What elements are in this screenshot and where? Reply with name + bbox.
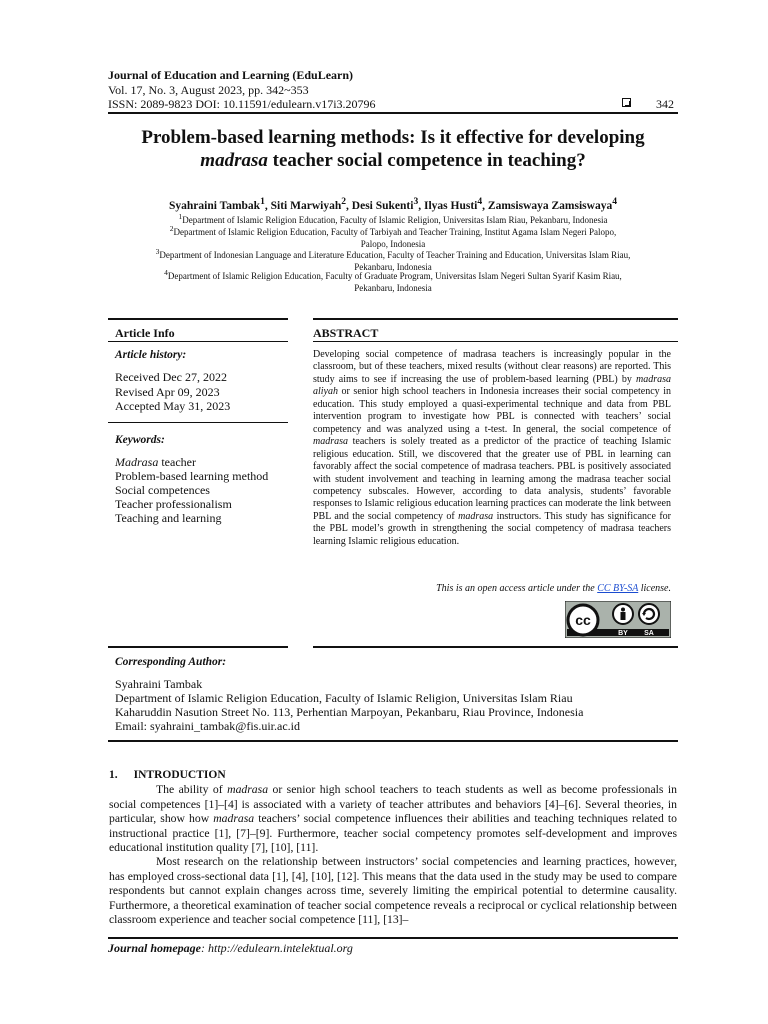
intro-paragraph-2: Most research on the relationship between instructors’ social competencies and learning practices, however, has employed cross-sectional data [1], [4], [10], [12]. This means that the data used in the study may be used to compare respondents but cannot explain changes across time, severely limiting the empirical potential to determine causality. Furthermore, a theoretical examination of teacher social competence reveals a reciprocal or cyclical relationship between classroom experience and teacher social competence [11], [13]– — [109, 855, 677, 927]
history-label: Article history: — [115, 349, 187, 361]
author-sup: 4 — [477, 196, 483, 207]
keyword — [115, 455, 196, 470]
author: Desi Sukenti — [351, 199, 414, 212]
author-sup: 1 — [260, 196, 265, 207]
cc-by-sa-link[interactable]: CC BY-SA — [597, 583, 639, 594]
affiliation-text: Department of Islamic Religion Education, Faculty of Graduate Program, Universitas Islam Negeri Sultan Syarif Kasim Riau, — [167, 271, 622, 281]
oa-prefix: This is an open access article under the — [436, 583, 598, 594]
received-date: Received Dec 27, 2022 — [115, 370, 227, 384]
homepage-url[interactable]: : http://edulearn.intelektual.org — [201, 941, 353, 955]
corresponding-rule-right — [313, 646, 678, 648]
corresponding-label: Corresponding Author: — [115, 656, 227, 668]
title-line-2-rest: teacher social competence in teaching? — [267, 150, 586, 171]
page-number: 342 — [656, 97, 674, 111]
abstract-part: instructors. This study has significance for the PBL model’s growth in strengthening the social competency of madrasa teachers learning Islamic religious education. — [313, 510, 671, 547]
abstract-part: or senior high school teachers in Indonesia increases their social competency in education. This study employed a quasi-experimental technique and data from PBL intervention program to investigate how PBL is connected with teachers’ social competency and was analyzed using a t-test. In general, the social competence of — [313, 386, 671, 435]
corresponding-dept: Department of Islamic Religion Education, Faculty of Islamic Religion, Universitas Islam Riau — [115, 691, 573, 705]
title-line-2 — [108, 149, 678, 172]
abstract-italic: madrasa aliyah — [313, 373, 671, 398]
affiliation-sup: 1 — [178, 212, 183, 221]
journal-name: Journal of Education and Learning (EduLearn) — [108, 68, 354, 82]
title-line-1: Problem-based learning methods: Is it effective for developing — [141, 127, 645, 148]
journal-homepage — [108, 941, 353, 956]
keywords-label: Keywords: — [115, 434, 165, 446]
corresponding-email[interactable]: Email: syahraini_tambak@fis.uir.ac.id — [115, 719, 301, 733]
author: Syahraini Tambak — [168, 199, 261, 212]
paper-title — [108, 126, 678, 172]
article-info-rule — [108, 341, 288, 342]
affiliation — [108, 267, 678, 294]
open-access-note — [313, 583, 671, 594]
author-sup: 2 — [341, 196, 347, 207]
by-badge-text: BY — [618, 630, 628, 637]
author: Ilyas Husti — [424, 199, 478, 212]
abstract-text — [313, 349, 671, 548]
header-rule — [108, 112, 678, 114]
keyword-italic: Madrasa — [115, 455, 159, 469]
abstract-top-rule — [313, 318, 678, 320]
keyword: Problem-based learning method — [115, 469, 269, 483]
keyword: Social competences — [115, 483, 210, 497]
cc-badge-text: cc — [575, 612, 591, 628]
square-icon — [622, 98, 631, 107]
intro-paragraph-1 — [109, 783, 677, 856]
para-italic: madrasa — [227, 783, 269, 796]
keywords-rule — [108, 422, 288, 423]
author: Zamsiswaya Zamsiswaya — [487, 199, 613, 212]
footer-rule — [108, 937, 678, 939]
affiliation-sup: 4 — [164, 268, 168, 277]
accepted-date: Accepted May 31, 2023 — [115, 399, 231, 413]
para-italic: madrasa — [213, 812, 255, 826]
affiliation-text: Department of Islamic Religion Education, Faculty of Islamic Religion, Universitas Islam Riau, Pekanbaru, Indonesia — [182, 215, 608, 225]
affiliation-text: Department of Islamic Religion Education, Faculty of Tarbiyah and Teacher Training, Institut Agama Islam Negeri Palopo, — [173, 227, 617, 237]
article-info-top-rule — [108, 318, 288, 320]
para-text: or senior high school teachers to teach students as well as become professionals in social competences [1]–[4] is associated with a variety of teacher attributes and behaviors [4]–[6]. Several theories, in particular, show how — [109, 783, 677, 826]
affiliation-text: Pekanbaru, Indonesia — [354, 282, 432, 293]
section-heading — [109, 769, 226, 781]
revised-date: Revised Apr 09, 2023 — [115, 385, 220, 399]
keyword: Teacher professionalism — [115, 497, 232, 511]
author-sup: 4 — [612, 196, 617, 207]
author: Siti Marwiyah — [270, 199, 342, 212]
homepage-label: Journal homepage — [108, 941, 202, 955]
section-title: INTRODUCTION — [133, 769, 226, 781]
affiliation-text: Department of Indonesian Language and Literature Education, Faculty of Teacher Training and Education, Universitas Islam Riau, — [159, 250, 631, 260]
affiliation-sup: 2 — [169, 224, 174, 233]
abstract-heading: ABSTRACT — [313, 326, 379, 340]
issn-line: ISSN: 2089-9823 DOI: 10.11591/edulearn.v17i3.20796 — [108, 97, 376, 111]
abstract-part: Developing social competence of madrasa teachers is increasingly popular in the classroom, but of these teachers, mixed results (without clear reasons) are reported. This study aims to see if increasing the use of problem-based learning (PBL) by — [313, 349, 671, 385]
volume-line: Vol. 17, No. 3, August 2023, pp. 342~353 — [108, 83, 309, 97]
corresponding-address: Kaharuddin Nasution Street No. 113, Perhentian Marpoyan, Pekanbaru, Riau Province, Indonesia — [115, 705, 584, 719]
author-sup: 3 — [413, 196, 419, 207]
para-text: teachers’ social competence influences their abilities and teaching techniques related to instructional practice [1], [7]–[9]. Furthermore, teacher social competency promotes self-development and improves educational institution quality [7], [10], [11]. — [109, 812, 677, 855]
sa-badge-text: SA — [644, 630, 654, 637]
corresponding-rule-left — [108, 646, 288, 648]
abstract-italic: madrasa — [458, 510, 494, 522]
cc-by-sa-license-icon[interactable] — [565, 601, 671, 638]
keyword-rest: teacher — [158, 455, 196, 469]
corresponding-name: Syahraini Tambak — [115, 677, 203, 691]
abstract-rule — [313, 341, 678, 342]
author-list: Syahraini Tambak$^1$, Siti Marwiyah$^2$, Desi Sukenti$^3$, Ilyas Husti$^4$, Zamsiswaya Zamsiswaya$^4$ — [168, 196, 617, 212]
article-info-heading: Article Info — [115, 326, 175, 340]
affiliation-text: Pekanbaru, Indonesia — [354, 261, 432, 272]
abstract-italic: madrasa — [313, 436, 349, 448]
keyword: Teaching and learning — [115, 511, 222, 525]
title-italic: madrasa — [200, 150, 268, 171]
abstract-part: teachers is solely treated as a predictor of the practice of teaching Islamic religious education. Still, we discovered that the greater use of PBL in learning can favorably affect the social competence of madrasa teachers. PBL is positively associated with student involvement and teaching in learning among the madrasa teacher social competency subscales. However, according to data analysis, students’ favorable responses to Islamic religious education learning practices can moderate the link between PBL and the social competency of — [313, 436, 671, 522]
affiliation-sup: 3 — [155, 247, 160, 256]
corresponding-bottom-rule — [108, 740, 678, 742]
para-text: The ability of — [156, 783, 228, 796]
affiliation-text: Palopo, Indonesia — [360, 238, 426, 249]
oa-suffix: license. — [638, 583, 671, 594]
section-number: 1. — [109, 769, 118, 781]
